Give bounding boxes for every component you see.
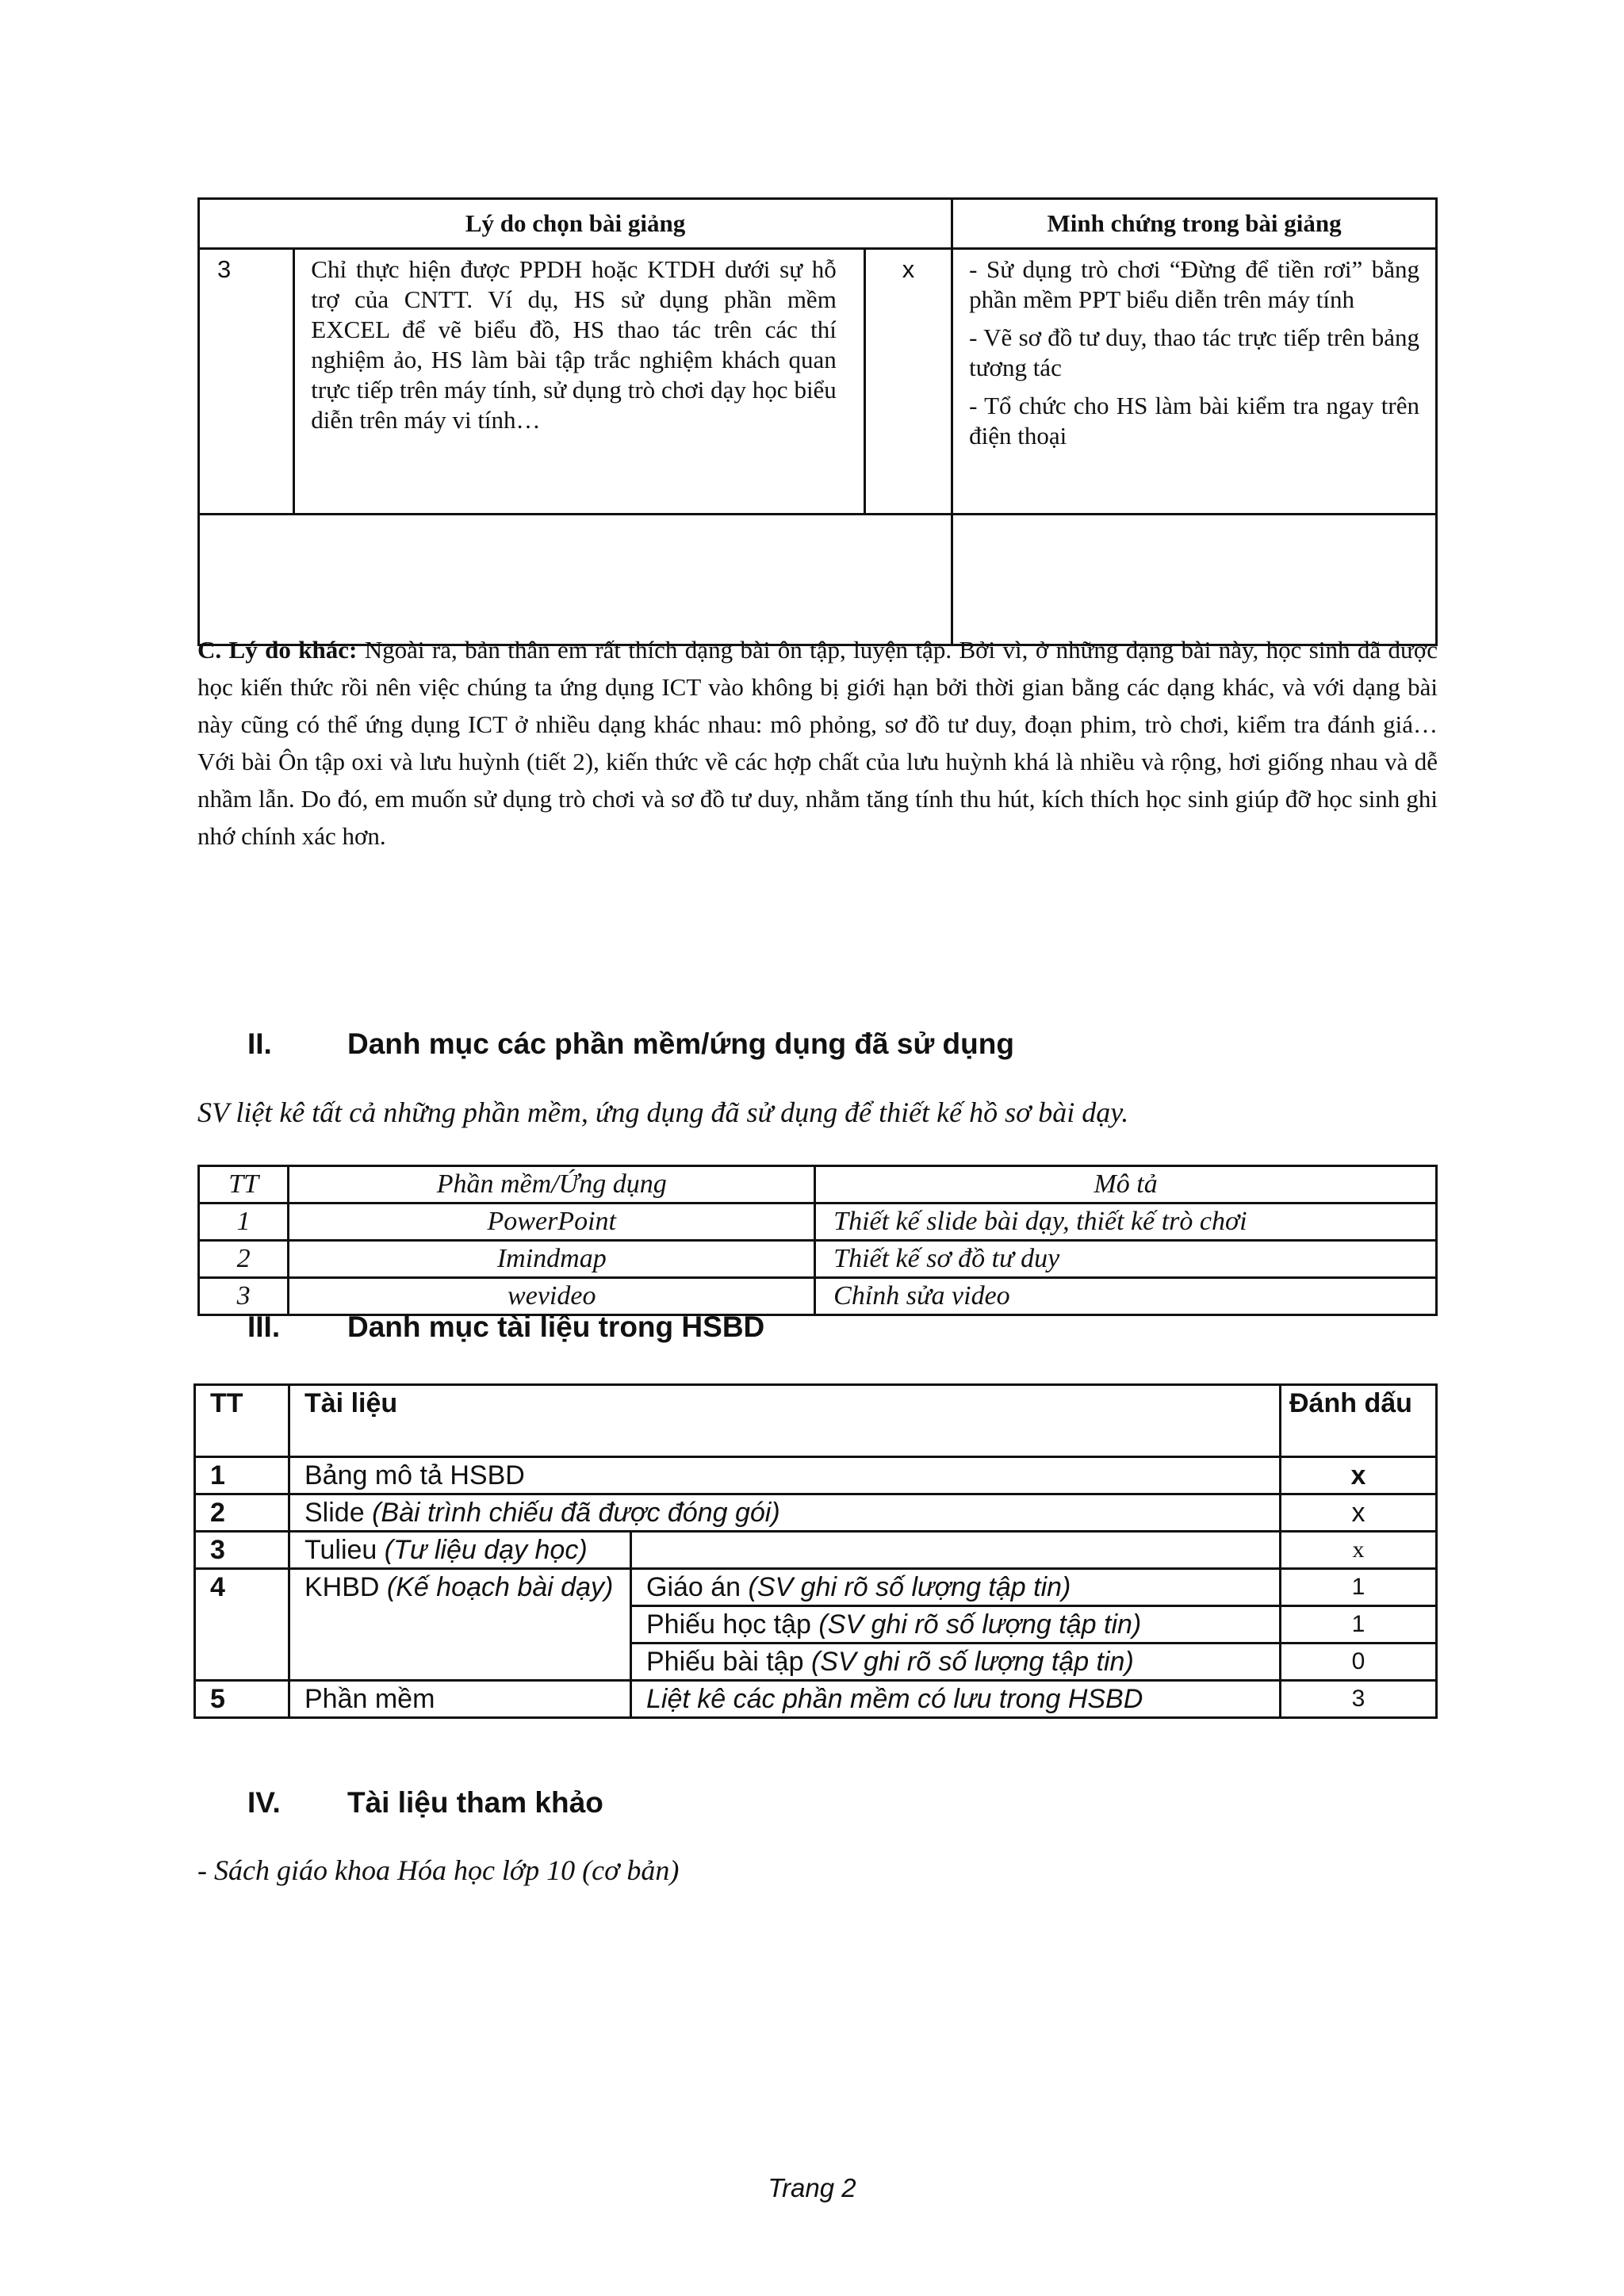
cell <box>631 1532 1281 1569</box>
sub-note: (SV ghi rõ số lượng tập tin) <box>810 1647 1134 1677</box>
cell: Phần mềm <box>289 1681 631 1718</box>
empty-cell <box>199 515 952 645</box>
cell: Thiết kế slide bài dạy, thiết kế trò chơi <box>815 1203 1437 1241</box>
section-title: Danh mục tài liệu trong HSBD <box>347 1311 765 1343</box>
section-title: Danh mục các phần mềm/ứng dụng đã sử dụng <box>347 1027 1014 1060</box>
cell <box>631 1569 1281 1606</box>
table-row <box>199 1241 1437 1278</box>
section-numeral: IV. <box>247 1786 281 1819</box>
cell: 3 <box>195 1532 289 1569</box>
cell: 1 <box>199 1203 289 1241</box>
section-intro: SV liệt kê tất cả những phần mềm, ứng dụng đã sử dụng để thiết kế hồ sơ bài dạy. <box>197 1096 1129 1128</box>
column-header: Đánh dấu <box>1281 1385 1437 1457</box>
table-row <box>195 1494 1437 1532</box>
other-reason-label: C. Lý do khác: <box>197 636 358 664</box>
table-row <box>199 1203 1437 1241</box>
sub-label: Phiếu học tập <box>646 1609 819 1640</box>
cell: 1 <box>195 1457 289 1494</box>
column-header: Mô tả <box>815 1166 1437 1203</box>
sub-note: (SV ghi rõ số lượng tập tin) <box>818 1609 1142 1640</box>
table-row <box>199 1278 1437 1315</box>
other-reason-paragraph <box>197 631 1438 855</box>
documents-table <box>193 1383 1438 1719</box>
reasons-table <box>197 197 1438 646</box>
doc-note: (Tư liệu dạy học) <box>384 1535 588 1565</box>
cell: 2 <box>199 1241 289 1278</box>
doc-name: Tulieu <box>304 1535 385 1565</box>
sub-note: (SV ghi rõ số lượng tập tin) <box>748 1572 1071 1602</box>
cell: 3 <box>199 1278 289 1315</box>
cell: wevideo <box>289 1278 815 1315</box>
column-header: Phần mềm/Ứng dụng <box>289 1166 815 1203</box>
evidence-item: - Vẽ sơ đồ tư duy, thao tác trực tiếp trên bảng tương tác <box>969 323 1419 381</box>
table-row <box>195 1457 1437 1494</box>
cell: 5 <box>195 1681 289 1718</box>
table-row <box>195 1681 1437 1718</box>
cell <box>289 1532 631 1569</box>
reference-item: - Sách giáo khoa Hóa học lớp 10 (cơ bản) <box>197 1854 680 1886</box>
cell: Thiết kế sơ đồ tư duy <box>815 1241 1437 1278</box>
reason-text: Chỉ thực hiện được PPDH hoặc KTDH dưới sự hỗ trợ của CNTT. Ví dụ, HS sử dụng phần mềm EXCEL để vẽ biểu đồ, HS thao tác trên các thí nghiệm ảo, HS làm bài tập trắc nghiệm khách quan trực tiếp trên máy tính, sử dụng trò chơi dạy học biểu diễn trên máy vi tính… <box>294 249 865 515</box>
table-row <box>195 1532 1437 1569</box>
cell <box>289 1569 631 1681</box>
section-title: Tài liệu tham khảo <box>347 1786 603 1819</box>
doc-name: Slide <box>304 1498 373 1528</box>
cell: x <box>1281 1494 1437 1532</box>
cell <box>289 1494 1281 1532</box>
section-numeral: III. <box>247 1311 281 1343</box>
sub-label: Phiếu bài tập <box>646 1647 811 1677</box>
other-reason-text: Ngoài ra, bản thân em rất thích dạng bài ôn tập, luyện tập. Bởi vì, ở những dạng bài này, học sinh đã được học kiến thức rồi nên việc chúng ta ứng dụng ICT vào không bị giới hạn bởi thời gian bằng các dạng khác, và với dạng bài này cũng có thể ứng dụng ICT ở nhiều dạng khác nhau: mô phỏng, sơ đồ tư duy, đoạn phim, trò chơi, kiểm tra đánh giá… Với bài Ôn tập oxi và lưu huỳnh (tiết 2), kiến thức về các hợp chất của lưu huỳnh khá là nhiều và rộng, hơi giống nhau và dễ nhầm lẫn. Do đó, em muốn sử dụng trò chơi và sơ đồ tư duy, nhằm tăng tính thu hút, kích thích học sinh giúp đỡ học sinh ghi nhớ chính xác hơn. <box>197 636 1438 850</box>
table-row-empty <box>199 515 1437 645</box>
cell: 3 <box>1281 1681 1437 1718</box>
cell: 1 <box>1281 1606 1437 1644</box>
cell: PowerPoint <box>289 1203 815 1241</box>
cell: 4 <box>195 1569 289 1681</box>
evidence-item: - Sử dụng trò chơi “Đừng để tiền rơi” bằng phần mềm PPT biểu diễn trên máy tính <box>969 255 1419 313</box>
cell <box>631 1606 1281 1644</box>
cell: 2 <box>195 1494 289 1532</box>
cell: 1 <box>1281 1569 1437 1606</box>
cell: 0 <box>1281 1644 1437 1681</box>
cell: Liệt kê các phần mềm có lưu trong HSBD <box>631 1681 1281 1718</box>
column-header: TT <box>199 1166 289 1203</box>
empty-cell <box>952 515 1437 645</box>
cell <box>631 1644 1281 1681</box>
reason-mark: x <box>864 249 952 515</box>
doc-note: (Bài trình chiếu đã được đóng gói) <box>372 1498 780 1528</box>
evidence-item: - Tổ chức cho HS làm bài kiểm tra ngay trên điện thoại <box>969 392 1419 450</box>
doc-name: KHBD <box>304 1572 387 1602</box>
doc-note: (Kế hoạch bài dạy) <box>386 1572 614 1602</box>
cell: Imindmap <box>289 1241 815 1278</box>
cell: x <box>1281 1532 1437 1569</box>
cell: Chỉnh sửa video <box>815 1278 1437 1315</box>
cell: Bảng mô tả HSBD <box>289 1457 1281 1494</box>
cell: x <box>1281 1457 1437 1494</box>
table-row <box>195 1569 1437 1606</box>
column-header: TT <box>195 1385 289 1457</box>
column-header: Tài liệu <box>289 1385 1281 1457</box>
page-number: Trang 2 <box>768 2173 856 2202</box>
table-row <box>199 249 1437 515</box>
reasons-header: Lý do chọn bài giảng <box>199 199 952 249</box>
row-number: 3 <box>199 249 294 515</box>
evidence-cell <box>952 249 1437 515</box>
sub-label: Giáo án <box>646 1572 749 1602</box>
section-numeral: II. <box>247 1027 272 1060</box>
software-table <box>197 1165 1438 1316</box>
evidence-header: Minh chứng trong bài giảng <box>952 199 1437 249</box>
